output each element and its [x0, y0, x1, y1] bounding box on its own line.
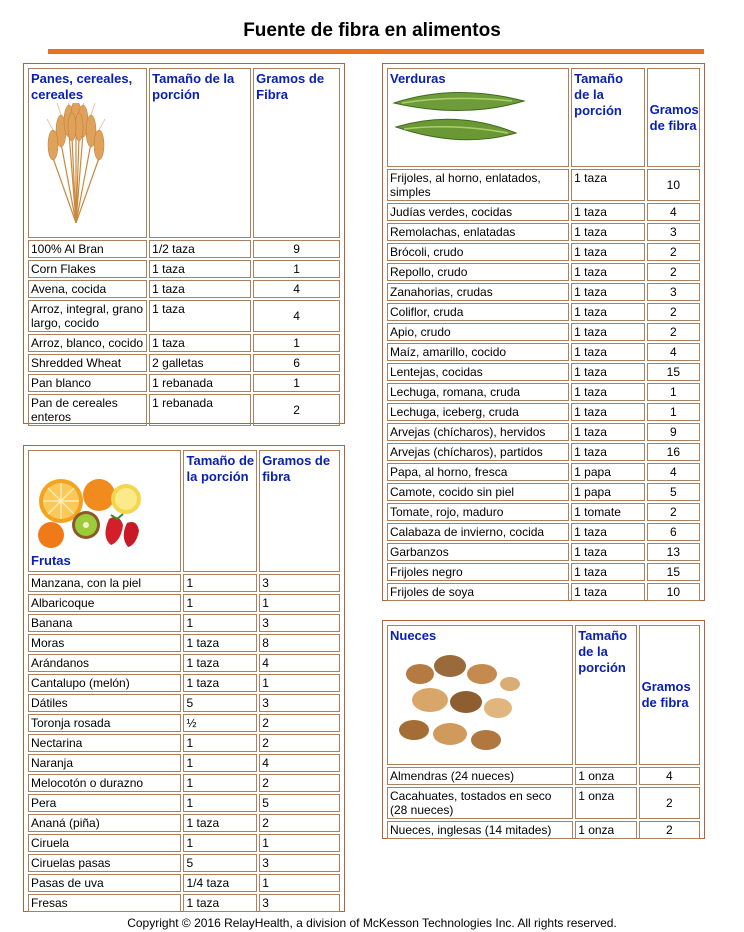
food-name: Nueces, inglesas (14 mitades)	[387, 821, 573, 839]
table-row	[28, 354, 340, 372]
nueces-header-category	[387, 625, 573, 765]
portion-size: 5	[183, 854, 257, 872]
food-name: Tomate, rojo, maduro	[387, 503, 569, 521]
portion-size: 1	[183, 734, 257, 752]
food-name: Manzana, con la piel	[28, 574, 181, 592]
food-name: Pan de cereales enteros	[28, 394, 147, 426]
portion-size: 1	[183, 794, 257, 812]
table-row	[387, 343, 700, 361]
panes-header-label: Panes, cereales, cereales	[31, 71, 133, 102]
fiber-grams: 2	[259, 814, 340, 832]
food-name: Coliflor, cruda	[387, 303, 569, 321]
food-name: Ananá (piña)	[28, 814, 181, 832]
fiber-grams: 2	[647, 243, 700, 261]
food-name: Frijoles de soya	[387, 583, 569, 601]
portion-size: 1	[183, 774, 257, 792]
table-row	[28, 334, 340, 352]
fiber-grams: 2	[647, 323, 700, 341]
food-name: Banana	[28, 614, 181, 632]
table-row	[387, 363, 700, 381]
food-name: Lechuga, iceberg, cruda	[387, 403, 569, 421]
portion-size: 1 taza	[571, 323, 644, 341]
food-name: Maíz, amarillo, cocido	[387, 343, 569, 361]
portion-size: 1 onza	[575, 767, 636, 785]
portion-size: 1	[183, 614, 257, 632]
table-row	[387, 543, 700, 561]
fiber-grams: 15	[647, 363, 700, 381]
table-row	[387, 483, 700, 501]
table-row	[28, 634, 340, 652]
food-name: Apio, crudo	[387, 323, 569, 341]
fiber-grams: 5	[647, 483, 700, 501]
food-name: Toronja rosada	[28, 714, 181, 732]
portion-size: 2 galletas	[149, 354, 251, 372]
fiber-grams: 13	[647, 543, 700, 561]
fiber-grams: 9	[253, 240, 340, 258]
food-name: Arándanos	[28, 654, 181, 672]
fiber-grams: 1	[259, 594, 340, 612]
food-name: Lechuga, romana, cruda	[387, 383, 569, 401]
portion-size: ½	[183, 714, 257, 732]
portion-size: 1 taza	[571, 403, 644, 421]
portion-size: 1	[183, 834, 257, 852]
portion-size: 1/2 taza	[149, 240, 251, 258]
portion-size: 1 taza	[183, 654, 257, 672]
table-row	[28, 594, 340, 612]
food-name: Melocotón o durazno	[28, 774, 181, 792]
nueces-header-portion: Tamaño de la porción	[575, 625, 636, 765]
food-name: 100% Al Bran	[28, 240, 147, 258]
table-row	[387, 463, 700, 481]
portion-size: 1 taza	[183, 814, 257, 832]
frutas-header-label: Frutas	[31, 553, 71, 568]
table-row	[28, 774, 340, 792]
fiber-grams: 2	[639, 821, 700, 839]
fiber-grams: 1	[253, 260, 340, 278]
table-row	[28, 854, 340, 872]
food-name: Almendras (24 nueces)	[387, 767, 573, 785]
fiber-grams: 15	[647, 563, 700, 581]
portion-size: 1 taza	[571, 523, 644, 541]
portion-size: 1 taza	[183, 674, 257, 692]
table-row	[387, 423, 700, 441]
table-row	[28, 734, 340, 752]
nueces-header-label: Nueces	[390, 628, 437, 643]
fiber-grams: 6	[647, 523, 700, 541]
food-name: Brócoli, crudo	[387, 243, 569, 261]
table-row	[387, 283, 700, 301]
table-row	[387, 523, 700, 541]
table-row	[28, 874, 340, 892]
portion-size: 1 tomate	[571, 503, 644, 521]
fiber-grams: 4	[253, 280, 340, 298]
food-name: Judías verdes, cocidas	[387, 203, 569, 221]
portion-size: 1 rebanada	[149, 374, 251, 392]
fruits-image	[31, 473, 151, 553]
food-name: Cacahuates, tostados en seco (28 nueces)	[387, 787, 573, 819]
food-name: Shredded Wheat	[28, 354, 147, 372]
table-row	[28, 394, 340, 426]
portion-size: 1	[183, 594, 257, 612]
table-row	[28, 794, 340, 812]
food-name: Calabaza de invierno, cocida	[387, 523, 569, 541]
food-name: Dátiles	[28, 694, 181, 712]
fiber-grams: 4	[259, 754, 340, 772]
portion-size: 1/4 taza	[183, 874, 257, 892]
table-row	[387, 323, 700, 341]
fiber-grams: 1	[253, 334, 340, 352]
frutas-header-category	[28, 450, 181, 572]
fiber-grams: 3	[647, 223, 700, 241]
food-name: Cantalupo (melón)	[28, 674, 181, 692]
food-name: Naranja	[28, 754, 181, 772]
food-name: Remolachas, enlatadas	[387, 223, 569, 241]
frutas-header-portion: Tamaño de la porción	[183, 450, 257, 572]
fiber-grams: 1	[259, 674, 340, 692]
portion-size: 1 taza	[571, 363, 644, 381]
panes-header-category	[28, 68, 147, 238]
table-row	[28, 614, 340, 632]
portion-size: 1 taza	[571, 243, 644, 261]
fiber-grams: 2	[259, 774, 340, 792]
fiber-grams: 2	[253, 394, 340, 426]
frutas-header-fiber: Gramos de fibra	[259, 450, 340, 572]
portion-size: 1 taza	[571, 383, 644, 401]
fiber-grams: 2	[639, 787, 700, 819]
table-row	[387, 403, 700, 421]
food-name: Garbanzos	[387, 543, 569, 561]
table-row	[28, 574, 340, 592]
food-name: Pera	[28, 794, 181, 812]
table-row	[387, 383, 700, 401]
food-name: Nectarina	[28, 734, 181, 752]
fiber-grams: 3	[259, 574, 340, 592]
food-name: Zanahorias, crudas	[387, 283, 569, 301]
table-row	[387, 203, 700, 221]
table-row	[387, 821, 700, 839]
fiber-grams: 3	[259, 614, 340, 632]
portion-size: 1 onza	[575, 821, 636, 839]
food-name: Frijoles, al horno, enlatados, simples	[387, 169, 569, 201]
food-name: Pan blanco	[28, 374, 147, 392]
table-row	[28, 714, 340, 732]
portion-size: 1 taza	[571, 423, 644, 441]
panes-table	[26, 66, 342, 428]
portion-size: 1 taza	[149, 260, 251, 278]
copyright-footer: Copyright © 2016 RelayHealth, a division of McKesson Technologies Inc. All rights reserved.	[127, 916, 617, 930]
food-name: Albaricoque	[28, 594, 181, 612]
portion-size: 1 taza	[571, 343, 644, 361]
fiber-grams: 4	[647, 463, 700, 481]
fiber-grams: 9	[647, 423, 700, 441]
portion-size: 1 rebanada	[149, 394, 251, 426]
food-name: Arvejas (chícharos), partidos	[387, 443, 569, 461]
portion-size: 1	[183, 574, 257, 592]
verduras-header-fiber: Gramos de fibra	[647, 68, 700, 167]
table-row	[28, 654, 340, 672]
food-name: Arroz, blanco, cocido	[28, 334, 147, 352]
portion-size: 1 papa	[571, 483, 644, 501]
food-name: Arroz, integral, grano largo, cocido	[28, 300, 147, 332]
portion-size: 1 taza	[149, 300, 251, 332]
nueces-table	[385, 623, 702, 841]
table-row	[28, 754, 340, 772]
panes-box	[23, 63, 345, 424]
table-row	[387, 169, 700, 201]
panes-header-fiber: Gramos de Fibra	[253, 68, 340, 238]
portion-size: 1 papa	[571, 463, 644, 481]
table-row	[387, 443, 700, 461]
verduras-header-category	[387, 68, 569, 167]
verduras-header-portion: Tamaño de la porción	[571, 68, 644, 167]
food-name: Lentejas, cocidas	[387, 363, 569, 381]
table-row	[28, 694, 340, 712]
food-name: Papa, al horno, fresca	[387, 463, 569, 481]
fiber-grams: 10	[647, 169, 700, 201]
fiber-grams: 4	[259, 654, 340, 672]
table-row	[387, 563, 700, 581]
table-row	[387, 243, 700, 261]
peas-image	[390, 87, 530, 151]
fiber-grams: 2	[647, 303, 700, 321]
fiber-grams: 1	[647, 383, 700, 401]
panes-header-portion: Tamaño de la porción	[149, 68, 251, 238]
fiber-grams: 2	[647, 503, 700, 521]
table-row	[387, 303, 700, 321]
fiber-grams: 1	[259, 874, 340, 892]
fiber-grams: 2	[259, 734, 340, 752]
fiber-grams: 1	[647, 403, 700, 421]
table-row	[387, 583, 700, 601]
fiber-grams: 4	[647, 343, 700, 361]
portion-size: 1	[183, 754, 257, 772]
frutas-box	[23, 445, 345, 912]
fiber-grams: 1	[259, 834, 340, 852]
fiber-grams: 2	[647, 263, 700, 281]
table-row	[387, 503, 700, 521]
food-name: Ciruela	[28, 834, 181, 852]
portion-size: 1 taza	[183, 894, 257, 912]
fiber-grams: 4	[253, 300, 340, 332]
portion-size: 1 taza	[571, 283, 644, 301]
nueces-box	[382, 620, 705, 839]
fiber-grams: 4	[647, 203, 700, 221]
fiber-grams: 10	[647, 583, 700, 601]
fiber-grams: 6	[253, 354, 340, 372]
fiber-grams: 16	[647, 443, 700, 461]
portion-size: 1 taza	[571, 443, 644, 461]
fiber-grams: 3	[259, 694, 340, 712]
food-name: Ciruelas pasas	[28, 854, 181, 872]
table-row	[387, 787, 700, 819]
fiber-grams: 5	[259, 794, 340, 812]
portion-size: 1 taza	[571, 563, 644, 581]
table-row	[28, 894, 340, 912]
food-name: Moras	[28, 634, 181, 652]
verduras-box	[382, 63, 705, 601]
food-name: Frijoles negro	[387, 563, 569, 581]
nuts-image	[390, 644, 526, 762]
portion-size: 1 taza	[571, 303, 644, 321]
food-name: Avena, cocida	[28, 280, 147, 298]
portion-size: 1 taza	[571, 583, 644, 601]
title-rule	[48, 49, 704, 54]
portion-size: 1 taza	[149, 280, 251, 298]
portion-size: 1 taza	[183, 634, 257, 652]
food-name: Repollo, crudo	[387, 263, 569, 281]
table-row	[28, 260, 340, 278]
verduras-table	[385, 66, 702, 603]
portion-size: 1 taza	[571, 223, 644, 241]
frutas-table	[26, 448, 342, 914]
table-row	[28, 300, 340, 332]
table-row	[28, 834, 340, 852]
portion-size: 1 taza	[571, 543, 644, 561]
food-name: Pasas de uva	[28, 874, 181, 892]
table-row	[387, 767, 700, 785]
fiber-grams: 3	[259, 854, 340, 872]
portion-size: 1 onza	[575, 787, 636, 819]
fiber-grams: 3	[259, 894, 340, 912]
food-name: Corn Flakes	[28, 260, 147, 278]
table-row	[28, 280, 340, 298]
portion-size: 1 taza	[149, 334, 251, 352]
portion-size: 1 taza	[571, 169, 644, 201]
table-row	[28, 240, 340, 258]
table-row	[28, 814, 340, 832]
nueces-header-fiber: Gramos de fibra	[639, 625, 700, 765]
portion-size: 1 taza	[571, 263, 644, 281]
food-name: Camote, cocido sin piel	[387, 483, 569, 501]
table-row	[387, 223, 700, 241]
fiber-grams: 4	[639, 767, 700, 785]
portion-size: 5	[183, 694, 257, 712]
food-name: Fresas	[28, 894, 181, 912]
fiber-grams: 3	[647, 283, 700, 301]
table-row	[28, 374, 340, 392]
page-title: Fuente de fibra en alimentos	[243, 20, 501, 41]
fiber-grams: 8	[259, 634, 340, 652]
food-name: Arvejas (chícharos), hervidos	[387, 423, 569, 441]
table-row	[28, 674, 340, 692]
wheat-image	[31, 103, 121, 223]
portion-size: 1 taza	[571, 203, 644, 221]
table-row	[387, 263, 700, 281]
fiber-grams: 2	[259, 714, 340, 732]
verduras-header-label: Verduras	[390, 71, 446, 86]
fiber-grams: 1	[253, 374, 340, 392]
